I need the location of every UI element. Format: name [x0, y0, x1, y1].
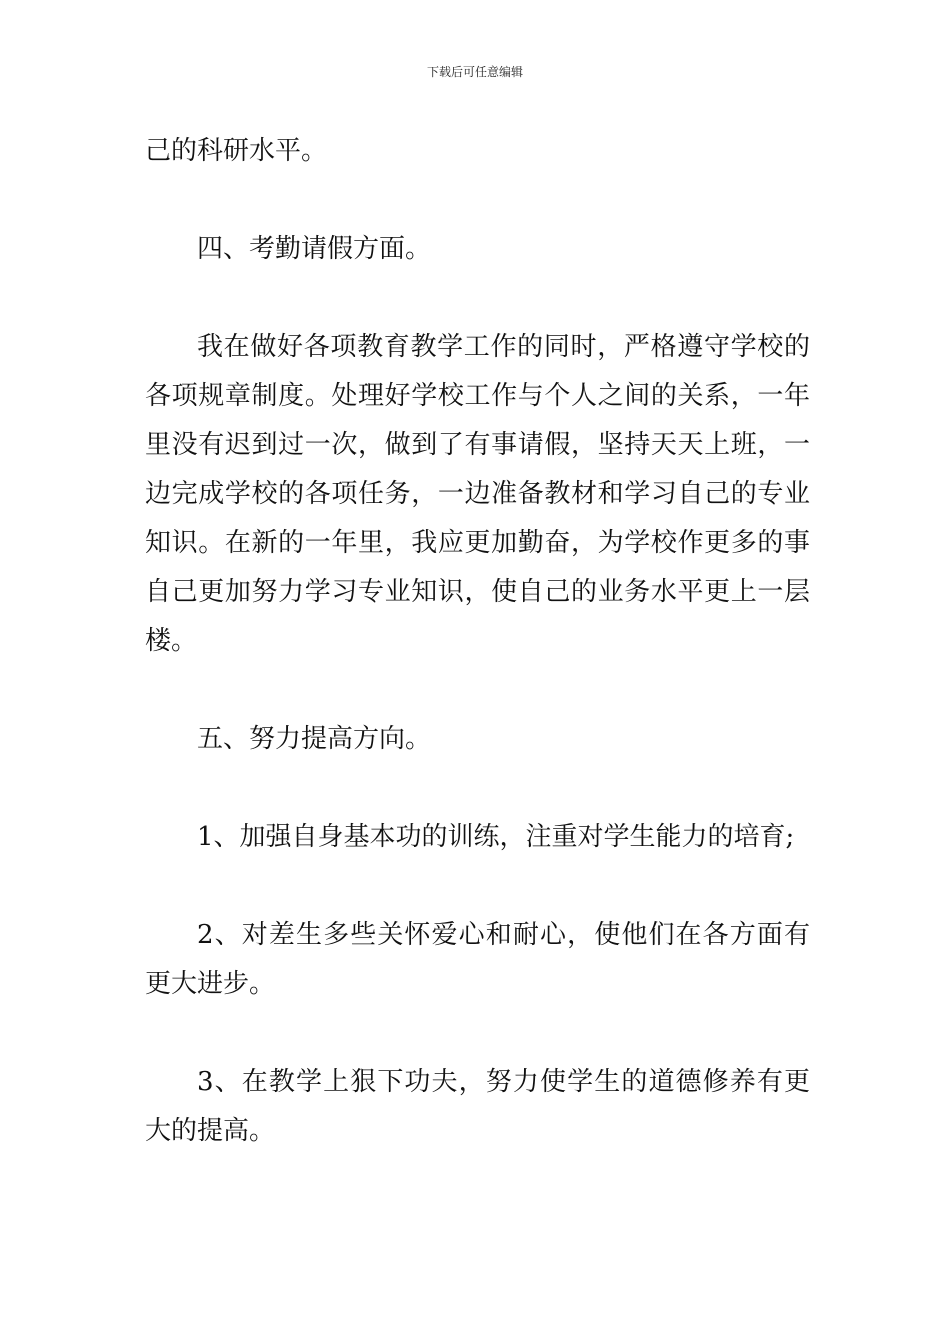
paragraph-gap — [145, 764, 810, 813]
paragraph-gap — [145, 862, 810, 911]
document-body — [145, 127, 810, 1156]
section-heading-attendance: 四、考勤请假方面。 — [197, 234, 432, 264]
paragraph-gap — [145, 176, 810, 225]
list-item-1: 1、加强自身基本功的训练，注重对学生能力的培育; — [197, 822, 795, 852]
paragraph-continuation: 己的科研水平。 — [145, 136, 328, 166]
section-heading-improvement: 五、努力提高方向。 — [197, 724, 432, 754]
list-item-2: 2、对差生多些关怀爱心和耐心，使他们在各方面有更大进步。 — [145, 920, 810, 999]
paragraph-gap — [145, 1009, 810, 1058]
page-header: 下载后可任意编辑 — [426, 65, 523, 79]
paragraph-gap — [145, 274, 810, 323]
paragraph-attendance-body: 我在做好各项教育教学工作的同时，严格遵守学校的各项规章制度。处理好学校工作与个人之间的关系，一年里没有迟到过一次，做到了有事请假，坚持天天上班，一边完成学校的各项任务，一边准备教材和学习自己的专业知识。在新的一年里，我应更加勤奋，为学校作更多的事自己更加努力学习专业知识，使自己的业务水平更上一层楼。 — [145, 332, 810, 656]
list-item-3: 3、在教学上狠下功夫，努力使学生的道德修养有更大的提高。 — [145, 1067, 810, 1146]
paragraph-gap — [145, 666, 810, 715]
